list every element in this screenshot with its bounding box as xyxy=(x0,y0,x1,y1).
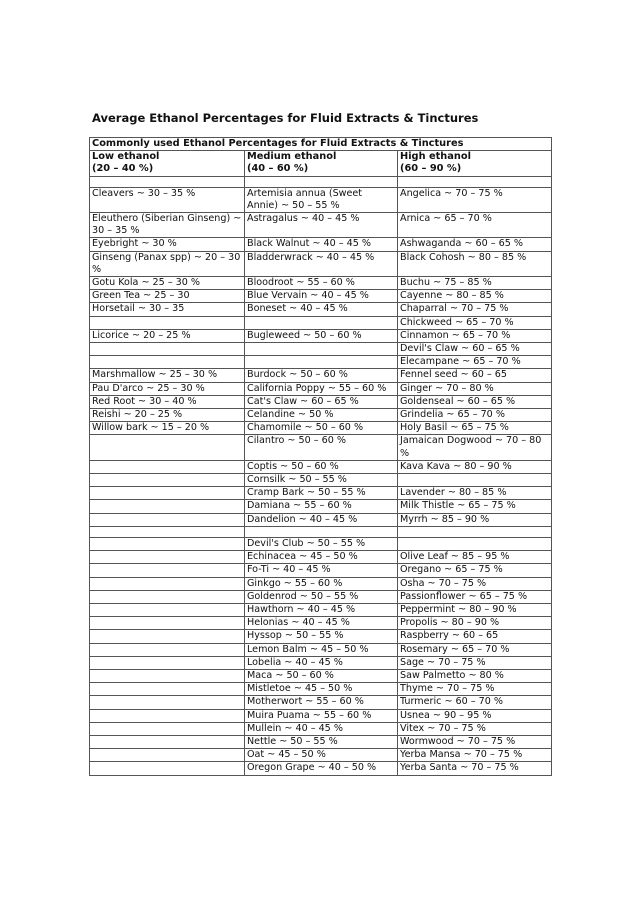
table-row xyxy=(90,409,552,422)
low-ethanol-cell xyxy=(90,460,245,473)
low-ethanol-cell xyxy=(90,749,245,762)
medium-ethanol-cell: Artemisia annua (Sweet Annie) ~ 50 – 55 % xyxy=(245,187,398,212)
high-ethanol-cell: Grindelia ~ 65 – 70 % xyxy=(398,409,552,422)
table-row xyxy=(90,630,552,643)
low-ethanol-cell: Eleuthero (Siberian Ginseng) ~ 30 – 35 % xyxy=(90,213,245,238)
high-ethanol-cell: Fennel seed ~ 60 – 65 xyxy=(398,369,552,382)
table-row xyxy=(90,316,552,329)
medium-ethanol-cell: Ginkgo ~ 55 – 60 % xyxy=(245,577,398,590)
low-ethanol-cell xyxy=(90,762,245,775)
table-row xyxy=(90,187,552,212)
low-ethanol-cell xyxy=(90,735,245,748)
medium-ethanol-cell: Lemon Balm ~ 45 – 50 % xyxy=(245,643,398,656)
medium-ethanol-cell: Boneset ~ 40 – 45 % xyxy=(245,303,398,316)
medium-ethanol-cell: Oat ~ 45 – 50 % xyxy=(245,749,398,762)
high-ethanol-cell: Usnea ~ 90 – 95 % xyxy=(398,709,552,722)
high-ethanol-cell: Ashwaganda ~ 60 – 65 % xyxy=(398,238,552,251)
high-ethanol-cell: Kava Kava ~ 80 – 90 % xyxy=(398,460,552,473)
high-ethanol-cell: Oregano ~ 65 – 75 % xyxy=(398,564,552,577)
high-ethanol-cell xyxy=(398,474,552,487)
table-row xyxy=(90,762,552,775)
table-caption: Commonly used Ethanol Percentages for Fluid Extracts & Tinctures xyxy=(90,138,552,151)
table-row xyxy=(90,176,552,187)
table-caption-row xyxy=(90,138,552,151)
medium-ethanol-cell: Astragalus ~ 40 – 45 % xyxy=(245,213,398,238)
medium-ethanol-cell: Cilantro ~ 50 – 60 % xyxy=(245,435,398,460)
low-ethanol-cell xyxy=(90,656,245,669)
table-row xyxy=(90,683,552,696)
high-ethanol-cell: Holy Basil ~ 65 – 75 % xyxy=(398,422,552,435)
table-row xyxy=(90,422,552,435)
table-row xyxy=(90,590,552,603)
medium-ethanol-cell: Muira Puama ~ 55 – 60 % xyxy=(245,709,398,722)
high-ethanol-cell: Chaparral ~ 70 – 75 % xyxy=(398,303,552,316)
high-ethanol-cell: Jamaican Dogwood ~ 70 – 80 % xyxy=(398,435,552,460)
medium-ethanol-cell: Chamomile ~ 50 – 60 % xyxy=(245,422,398,435)
low-ethanol-cell: Green Tea ~ 25 – 30 xyxy=(90,290,245,303)
low-ethanol-cell xyxy=(90,603,245,616)
table-row xyxy=(90,303,552,316)
low-ethanol-cell: Marshmallow ~ 25 – 30 % xyxy=(90,369,245,382)
high-ethanol-cell: Osha ~ 70 – 75 % xyxy=(398,577,552,590)
low-ethanol-cell xyxy=(90,513,245,526)
low-ethanol-cell xyxy=(90,526,245,537)
header-low-name: Low ethanol xyxy=(92,151,160,163)
low-ethanol-cell: Red Root ~ 30 – 40 % xyxy=(90,395,245,408)
high-ethanol-cell: Cinnamon ~ 65 – 70 % xyxy=(398,329,552,342)
table-row xyxy=(90,474,552,487)
medium-ethanol-cell: Blue Vervain ~ 40 – 45 % xyxy=(245,290,398,303)
medium-ethanol-cell: Bloodroot ~ 55 – 60 % xyxy=(245,277,398,290)
high-ethanol-cell: Yerba Mansa ~ 70 – 75 % xyxy=(398,749,552,762)
high-ethanol-cell: Ginger ~ 70 – 80 % xyxy=(398,382,552,395)
high-ethanol-cell: Rosemary ~ 65 – 70 % xyxy=(398,643,552,656)
medium-ethanol-cell: Lobelia ~ 40 – 45 % xyxy=(245,656,398,669)
high-ethanol-cell: Passionflower ~ 65 – 75 % xyxy=(398,590,552,603)
low-ethanol-cell xyxy=(90,630,245,643)
medium-ethanol-cell: Mistletoe ~ 45 – 50 % xyxy=(245,683,398,696)
medium-ethanol-cell: Hawthorn ~ 40 – 45 % xyxy=(245,603,398,616)
table-row xyxy=(90,238,552,251)
high-ethanol-cell: Yerba Santa ~ 70 – 75 % xyxy=(398,762,552,775)
low-ethanol-cell: Willow bark ~ 15 – 20 % xyxy=(90,422,245,435)
table-row xyxy=(90,356,552,369)
high-ethanol-cell: Raspberry ~ 60 – 65 xyxy=(398,630,552,643)
high-ethanol-cell: Olive Leaf ~ 85 – 95 % xyxy=(398,551,552,564)
medium-ethanol-cell xyxy=(245,316,398,329)
header-medium-range: (40 – 60 %) xyxy=(247,163,309,175)
header-medium-name: Medium ethanol xyxy=(247,151,337,163)
table-row xyxy=(90,395,552,408)
low-ethanol-cell: Reishi ~ 20 – 25 % xyxy=(90,409,245,422)
table-row xyxy=(90,643,552,656)
table-row xyxy=(90,603,552,616)
medium-ethanol-cell xyxy=(245,176,398,187)
medium-ethanol-cell: Bladderwrack ~ 40 – 45 % xyxy=(245,251,398,276)
high-ethanol-cell: Angelica ~ 70 – 75 % xyxy=(398,187,552,212)
high-ethanol-cell: Devil's Claw ~ 60 – 65 % xyxy=(398,343,552,356)
medium-ethanol-cell: Hyssop ~ 50 – 55 % xyxy=(245,630,398,643)
low-ethanol-cell xyxy=(90,709,245,722)
high-ethanol-cell: Lavender ~ 80 – 85 % xyxy=(398,487,552,500)
table-row xyxy=(90,696,552,709)
low-ethanol-cell: Pau D'arco ~ 25 – 30 % xyxy=(90,382,245,395)
table-row xyxy=(90,577,552,590)
table-row xyxy=(90,564,552,577)
medium-ethanol-cell: Cat's Claw ~ 60 – 65 % xyxy=(245,395,398,408)
high-ethanol-cell: Peppermint ~ 80 – 90 % xyxy=(398,603,552,616)
medium-ethanol-cell: Nettle ~ 50 – 55 % xyxy=(245,735,398,748)
high-ethanol-cell: Propolis ~ 80 – 90 % xyxy=(398,617,552,630)
high-ethanol-cell: Myrrh ~ 85 – 90 % xyxy=(398,513,552,526)
medium-ethanol-cell: Devil's Club ~ 50 – 55 % xyxy=(245,537,398,550)
medium-ethanol-cell: Helonias ~ 40 – 45 % xyxy=(245,617,398,630)
table-row xyxy=(90,460,552,473)
medium-ethanol-cell: Fo-Ti ~ 40 – 45 % xyxy=(245,564,398,577)
table-row xyxy=(90,329,552,342)
high-ethanol-cell: Buchu ~ 75 – 85 % xyxy=(398,277,552,290)
table-row xyxy=(90,251,552,276)
medium-ethanol-cell: Mullein ~ 40 – 45 % xyxy=(245,722,398,735)
low-ethanol-cell: Eyebright ~ 30 % xyxy=(90,238,245,251)
low-ethanol-cell xyxy=(90,435,245,460)
medium-ethanol-cell: Goldenrod ~ 50 – 55 % xyxy=(245,590,398,603)
high-ethanol-cell: Thyme ~ 70 – 75 % xyxy=(398,683,552,696)
table-header-row xyxy=(90,151,552,176)
low-ethanol-cell xyxy=(90,643,245,656)
low-ethanol-cell: Gotu Kola ~ 25 – 30 % xyxy=(90,277,245,290)
low-ethanol-cell: Licorice ~ 20 – 25 % xyxy=(90,329,245,342)
header-low-ethanol xyxy=(90,151,245,176)
high-ethanol-cell: Saw Palmetto ~ 80 % xyxy=(398,669,552,682)
header-high-range: (60 – 90 %) xyxy=(400,163,462,175)
medium-ethanol-cell xyxy=(245,526,398,537)
low-ethanol-cell: Horsetail ~ 30 – 35 xyxy=(90,303,245,316)
medium-ethanol-cell: Damiana ~ 55 – 60 % xyxy=(245,500,398,513)
table-row xyxy=(90,369,552,382)
low-ethanol-cell xyxy=(90,683,245,696)
low-ethanol-cell xyxy=(90,500,245,513)
medium-ethanol-cell: Motherwort ~ 55 – 60 % xyxy=(245,696,398,709)
medium-ethanol-cell: Coptis ~ 50 – 60 % xyxy=(245,460,398,473)
header-medium-ethanol xyxy=(245,151,398,176)
table-row xyxy=(90,213,552,238)
medium-ethanol-cell: Bugleweed ~ 50 – 60 % xyxy=(245,329,398,342)
high-ethanol-cell: Wormwood ~ 70 – 75 % xyxy=(398,735,552,748)
table-row xyxy=(90,487,552,500)
high-ethanol-cell xyxy=(398,526,552,537)
table-row xyxy=(90,290,552,303)
low-ethanol-cell: Ginseng (Panax spp) ~ 20 – 30 % xyxy=(90,251,245,276)
low-ethanol-cell xyxy=(90,617,245,630)
medium-ethanol-cell: Oregon Grape ~ 40 – 50 % xyxy=(245,762,398,775)
ethanol-table xyxy=(89,137,552,776)
low-ethanol-cell xyxy=(90,564,245,577)
table-row xyxy=(90,500,552,513)
table-row xyxy=(90,526,552,537)
low-ethanol-cell xyxy=(90,590,245,603)
medium-ethanol-cell: Dandelion ~ 40 – 45 % xyxy=(245,513,398,526)
high-ethanol-cell: Chickweed ~ 65 – 70 % xyxy=(398,316,552,329)
medium-ethanol-cell: Black Walnut ~ 40 – 45 % xyxy=(245,238,398,251)
low-ethanol-cell xyxy=(90,343,245,356)
medium-ethanol-cell: Maca ~ 50 – 60 % xyxy=(245,669,398,682)
table-row xyxy=(90,749,552,762)
page-title: Average Ethanol Percentages for Fluid Extracts & Tinctures xyxy=(92,111,479,125)
table-row xyxy=(90,656,552,669)
low-ethanol-cell xyxy=(90,487,245,500)
medium-ethanol-cell: Burdock ~ 50 – 60 % xyxy=(245,369,398,382)
table-row xyxy=(90,382,552,395)
table-row xyxy=(90,735,552,748)
high-ethanol-cell: Goldenseal ~ 60 – 65 % xyxy=(398,395,552,408)
high-ethanol-cell: Arnica ~ 65 – 70 % xyxy=(398,213,552,238)
high-ethanol-cell: Vitex ~ 70 – 75 % xyxy=(398,722,552,735)
table-row xyxy=(90,669,552,682)
medium-ethanol-cell: Cramp Bark ~ 50 – 55 % xyxy=(245,487,398,500)
header-low-range: (20 – 40 %) xyxy=(92,163,154,175)
table-row xyxy=(90,617,552,630)
high-ethanol-cell: Elecampane ~ 65 – 70 % xyxy=(398,356,552,369)
medium-ethanol-cell: Celandine ~ 50 % xyxy=(245,409,398,422)
table-row xyxy=(90,722,552,735)
high-ethanol-cell: Black Cohosh ~ 80 – 85 % xyxy=(398,251,552,276)
medium-ethanol-cell: Echinacea ~ 45 – 50 % xyxy=(245,551,398,564)
low-ethanol-cell xyxy=(90,722,245,735)
high-ethanol-cell: Milk Thistle ~ 65 – 75 % xyxy=(398,500,552,513)
high-ethanol-cell: Turmeric ~ 60 – 70 % xyxy=(398,696,552,709)
table-row xyxy=(90,513,552,526)
low-ethanol-cell: Cleavers ~ 30 – 35 % xyxy=(90,187,245,212)
low-ethanol-cell xyxy=(90,551,245,564)
low-ethanol-cell xyxy=(90,696,245,709)
table-row xyxy=(90,709,552,722)
low-ethanol-cell xyxy=(90,577,245,590)
header-high-ethanol xyxy=(398,151,552,176)
high-ethanol-cell xyxy=(398,537,552,550)
medium-ethanol-cell xyxy=(245,356,398,369)
medium-ethanol-cell: California Poppy ~ 55 – 60 % xyxy=(245,382,398,395)
table-row xyxy=(90,537,552,550)
low-ethanol-cell xyxy=(90,537,245,550)
low-ethanol-cell xyxy=(90,176,245,187)
table-row xyxy=(90,343,552,356)
medium-ethanol-cell xyxy=(245,343,398,356)
table-row xyxy=(90,551,552,564)
high-ethanol-cell: Sage ~ 70 – 75 % xyxy=(398,656,552,669)
high-ethanol-cell xyxy=(398,176,552,187)
low-ethanol-cell xyxy=(90,316,245,329)
low-ethanol-cell xyxy=(90,669,245,682)
high-ethanol-cell: Cayenne ~ 80 – 85 % xyxy=(398,290,552,303)
table-row xyxy=(90,435,552,460)
header-high-name: High ethanol xyxy=(400,151,471,163)
low-ethanol-cell xyxy=(90,356,245,369)
medium-ethanol-cell: Cornsilk ~ 50 – 55 % xyxy=(245,474,398,487)
low-ethanol-cell xyxy=(90,474,245,487)
table-row xyxy=(90,277,552,290)
